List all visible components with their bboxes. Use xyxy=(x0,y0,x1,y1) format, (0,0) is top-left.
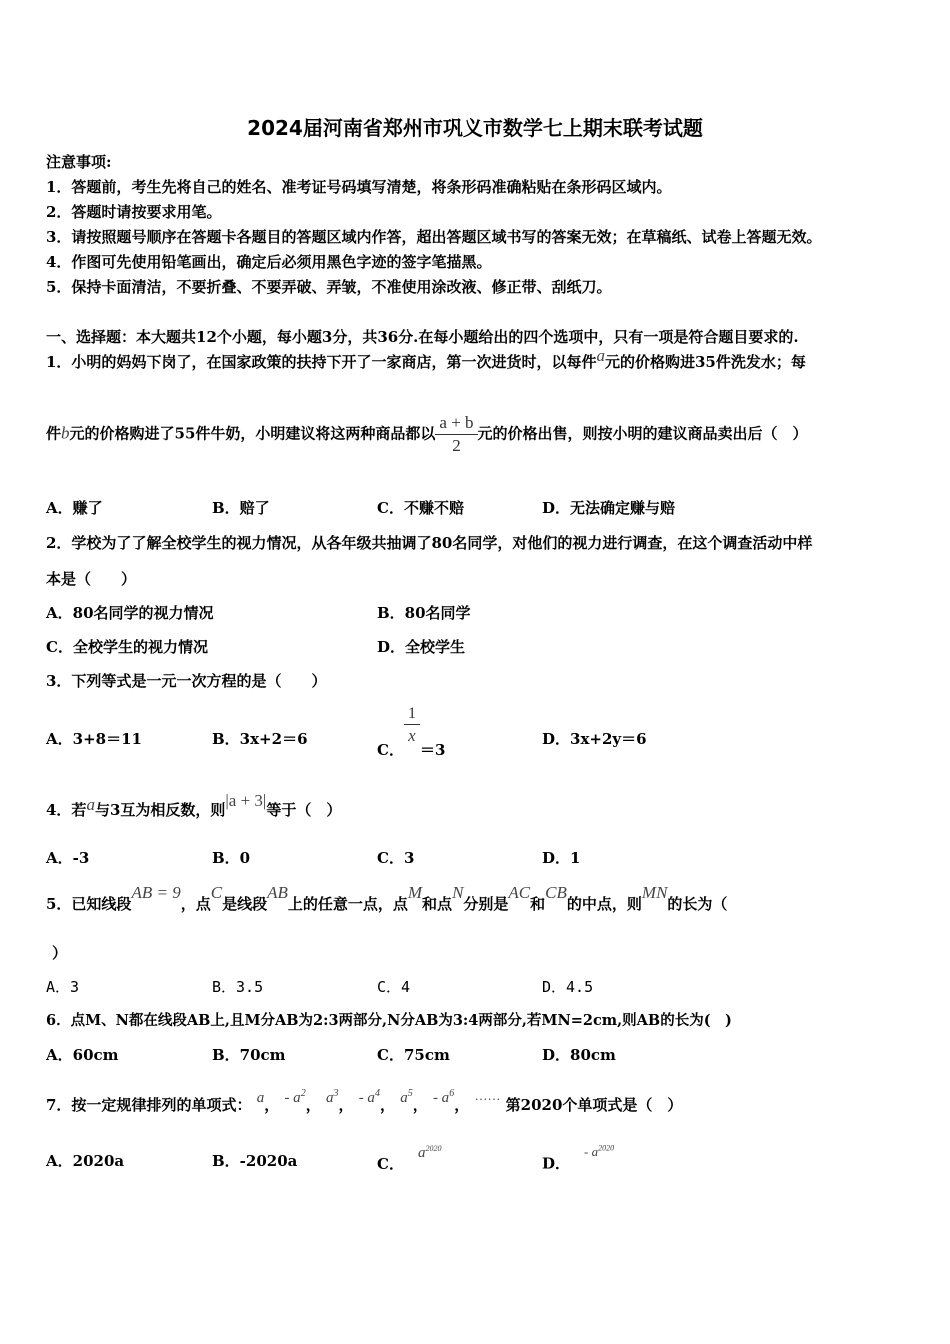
option-a: A．2020a xyxy=(46,1152,125,1170)
term-3: $a^3$ xyxy=(325,1088,339,1106)
notice-item: 4．作图可先使用铅笔画出，确定后必须用黑色字迹的签字笔描黑。 xyxy=(46,253,492,271)
option-a: A．赚了 xyxy=(46,499,103,517)
var-a: a xyxy=(596,346,605,365)
term-6: - $a^6$ xyxy=(432,1088,455,1106)
option-d: D．4.5 xyxy=(542,978,594,996)
notice-item: 2．答题时请按要求用笔。 xyxy=(46,203,222,221)
question-2-line-1: 2．学校为了了解全校学生的视力情况，从各年级共抽调了80名同学，对他们的视力进行调查，在这个调查活动中样 xyxy=(46,534,813,552)
option-c: C．75cm xyxy=(377,1046,450,1064)
option-c: C．4 xyxy=(377,978,411,996)
option-c: C． $\frac{1}{x}$ ＝3 xyxy=(377,705,446,759)
term-1: a xyxy=(256,1090,265,1106)
section-heading: 一、选择题：本大题共12个小题，每小题3分，共36分.在每小题给出的四个选项中，只有一项是符合题目要求的. xyxy=(46,328,799,346)
var-b: b xyxy=(61,423,70,443)
question-1-line-2: 件b元的价格购进了55件牛奶，小明建议将这两种商品都以 $\frac{a + b}{2}$ 元的价格出售，则按小明的建议商品卖出后（ ） xyxy=(46,413,808,455)
option-c: C．不赚不赔 xyxy=(377,499,464,517)
term-5: $a^5$ xyxy=(400,1088,413,1106)
option-b: B．3x+2＝6 xyxy=(212,730,308,748)
option-b: B．3.5 xyxy=(212,978,264,996)
question-2-line-2: 本是（ ） xyxy=(46,570,137,588)
var-a: a xyxy=(86,795,95,814)
option-d: D．- $a^{2020}$ xyxy=(542,1144,615,1173)
option-b: B．赔了 xyxy=(212,499,270,517)
option-d: D．无法确定赚与赔 xyxy=(542,499,676,517)
question-5-line-1: 5．已知线段AB = 9，点C是线段AB上的任意一点，点M和点N分别是AC和CB的中点，则MN的长为（ xyxy=(46,883,728,913)
option-a: A．-3 xyxy=(46,849,90,867)
ellipsis: …… xyxy=(474,1088,501,1103)
page-title: 2024届河南省郑州市巩义市数学七上期末联考试题 xyxy=(247,116,703,140)
option-b: B．0 xyxy=(212,849,251,867)
question-5-line-2: ） xyxy=(52,944,68,962)
question-4: 4．若a与3互为相反数，则|a + 3|等于（ ） xyxy=(46,791,342,819)
fraction-1-over-x: $\frac{1}{x}$ xyxy=(404,704,420,747)
option-c: C．3 xyxy=(377,849,415,867)
notice-item: 3．请按照题号顺序在答题卡各题目的答题区域内作答，超出答题区域书写的答案无效；在草稿纸、试卷上答题无效。 xyxy=(46,228,822,246)
option-c: C．$a^{2020}$ xyxy=(377,1144,442,1173)
option-d: D．80cm xyxy=(542,1046,616,1064)
option-d: D．全校学生 xyxy=(377,638,466,656)
option-d: D．1 xyxy=(542,849,581,867)
notice-item: 5．保持卡面清洁，不要折叠、不要弄破、弄皱，不准使用涂改液、修正带、刮纸刀。 xyxy=(46,278,612,296)
option-a: A．3 xyxy=(46,978,80,996)
question-1-line-1: 1．小明的妈妈下岗了，在国家政策的扶持下开了一家商店，第一次进货时，以每件a元的价格购进35件洗发水；每 xyxy=(46,346,806,371)
option-a: A．60cm xyxy=(46,1046,119,1064)
term-4: - $a^4$ xyxy=(358,1088,380,1106)
abs-a-plus-3: |a + 3| xyxy=(225,791,267,810)
option-b: B．80名同学 xyxy=(377,604,471,622)
notice-item: 1．答题前，考生先将自己的姓名、准考证号码填写清楚，将条形码准确粘贴在条形码区域内。 xyxy=(46,178,672,196)
option-a: A．3+8＝11 xyxy=(46,730,142,748)
question-6: 6．点M、N都在线段AB上,且M分AB为2:3两部分,N分AB为3:4两部分,若MN=2cm,则AB的长为( ) xyxy=(46,1012,732,1029)
term-2: - $a^2$ xyxy=(284,1088,306,1106)
question-7: 7．按一定规律排列的单项式： a， - $a^2$， $a^3$， - $a^4$， $a^5$， - $a^6$， …… 第2020个单项式是（ ） xyxy=(46,1088,683,1114)
option-a: A．80名同学的视力情况 xyxy=(46,604,214,622)
option-b: B．70cm xyxy=(212,1046,286,1064)
notice-heading: 注意事项: xyxy=(46,153,112,171)
option-b: B．-2020a xyxy=(212,1152,298,1170)
fraction-a-plus-b-over-2: $\frac{a + b}{2}$ xyxy=(435,412,477,457)
option-d: D．3x+2y＝6 xyxy=(542,730,647,748)
question-3: 3．下列等式是一元一次方程的是（ ） xyxy=(46,672,327,690)
option-c: C．全校学生的视力情况 xyxy=(46,638,208,656)
